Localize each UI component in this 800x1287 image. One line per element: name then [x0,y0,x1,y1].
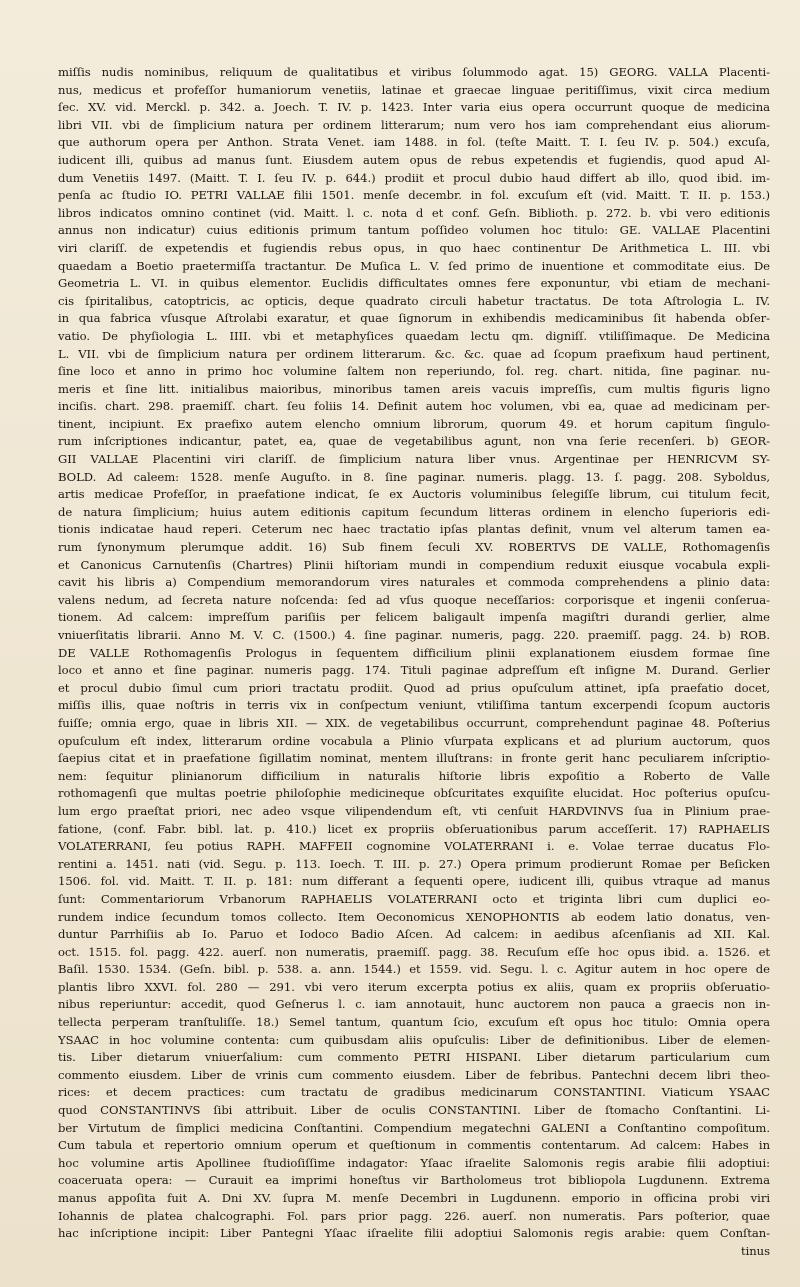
text-line: duntur Parrhiſiis ab Io. Paruo et Iodoco Badio Aſcen. Ad calcem: in aedibus aſcenſianis ad XII. Kal. [58,927,770,942]
text-line: nibus reperiuntur: accedit, quod Geſnerus l. c. iam annotauit, hunc auctorem non pauca a graecis non in- [58,997,770,1012]
text-line: cis ſpiritalibus, catoptricis, ac opticis, deque quadrato circuli habetur tractatus. De tota Aſtrologia L. IV. [58,293,770,308]
text-line: tellecta perperam tranſtuliſſe. 18.) Semel tantum, quantum ſcio, excuſum eſt opus hoc titulo: Omnia opera [58,1015,770,1030]
text-line: rum inſcriptiones indicantur, patet, ea, quae de vegetabilibus agunt, non vna ſerie recenſeri. b) GEOR- [58,434,770,449]
text-line: YSAAC in hoc volumine contenta: cum quibusdam aliis opuſculis: Liber de definitionibus. Liber de elemen- [58,1032,770,1047]
text-line: libri VII. vbi de ſimplicium natura per ordinem litterarum; num vero hos iam comprehendant eius aliorum- [58,117,770,132]
text-line: rices: et decem practices: cum tractatu de gradibus medicinarum CONSTANTINI. Viaticum YSAAC [58,1085,770,1100]
text-line: GII VALLAE Placentini viri clariſſ. de ſimplicium natura liber vnus. Argentinae per HENRICVM SY- [58,452,770,467]
text-line: lum ergo praeſtat priori, nec adeo vsque vilipendendum eſt, vti cenſuit HARDVINVS ſua in Plinium prae- [58,803,770,818]
text-line: fuiſſe; omnia ergo, quae in libris XII. — XIX. de vegetabilibus occurrunt, comprehendunt paginae 48. Poſterius [58,715,770,730]
text-line: fatione, (conf. Fabr. bibl. lat. p. 410.) licet ex propriis obſeruationibus parum acceſſerit. 17) RAPHAELIS [58,821,770,836]
text-line: nus, medicus et profeſſor humaniorum venetiis, latinae et graecae linguae peritiſſimus, vixit circa medium [58,82,770,97]
text-line: inciſis. chart. 298. praemiſſ. chart. ſeu foliis 14. Definit autem hoc volumen, vbi ea, quae ad medicinam per- [58,399,770,414]
text-line: Iohannis de platea chalcographi. Fol. pars prior pagg. 226. auerſ. non numeratis. Pars poſterior, quae [58,1208,770,1223]
text-line: Cum tabula et repertorio omnium operum et queſtionum in commentis contentarum. Ad calcem: Habes in [58,1138,770,1153]
text-line: DE VALLE Rothomagenſis Prologus in ſequentem difficilium plinii explanationem eiusdem formae ſine [58,645,770,660]
text-line: ſunt: Commentariorum Vrbanorum RAPHAELIS VOLATERRANI octo et triginta libri cum duplici eo- [58,891,770,906]
text-line: tionis indicatae haud reperi. Ceterum nec haec tractatio ipſas plantas definit, vnum vel alterum tamen ea- [58,522,770,537]
text-line: BOLD. Ad caleem: 1528. menſe Auguſto. in 8. ſine paginar. numeris. plagg. 13. ſ. pagg. 208. Syboldus, [58,469,770,484]
text-line: tis. Liber dietarum vniuerſalium: cum commento PETRI HISPANI. Liber dietarum particularium cum [58,1050,770,1065]
text-line: tinent, incipiunt. Ex praefixo autem elencho omnium librorum, quorum 49. et horum capitum ſingulo- [58,416,770,431]
text-line: ſine loco et anno in primo hoc volumine ſaltem non reperiundo, fol. reg. chart. nitida, ſine paginar. nu- [58,364,770,379]
text-line: meris et ſine litt. initialibus maioribus, minoribus tamen areis vacuis impreſſis, cum multis figuris ligno [58,381,770,396]
text-line: 1506. fol. vid. Maitt. T. II. p. 181: num differant a ſequenti opere, iudicent illi, quibus vtraque ad manus [58,874,770,889]
text-line: vniuerſitatis librarii. Anno M. V. C. (1500.) 4. ſine paginar. numeris, pagg. 220. praemiſſ. pagg. 24. b) ROB. [58,628,770,642]
text-line: manus appoſita fuit A. Dni XV. ſupra M. menſe Decembri in Lugdunenn. emporio in officina probi viri [58,1191,770,1205]
text-line: ſaepius citat et in praefatione ſigillatim nominat, mentem illuſtrans: in fronte gerit hanc peculiarem inſcriptio- [58,751,770,766]
text-line: rundem indice ſecundum tomos collecto. Item Oeconomicus XENOPHONTIS ab eodem latio donatus, ven- [58,909,770,924]
text-line: nem: ſequitur plinianorum difficilium in naturalis hiſtorie libris expoſitio a Roberto de Valle [58,768,770,783]
text-line: Baſil. 1530. 1534. (Geſn. bibl. p. 538. a. ann. 1544.) et 1559. vid. Segu. l. c. Agitur autem in hoc opere de [58,962,770,977]
text-line: et procul dubio ſimul cum priori tractatu prodiit. Quod ad prius opuſculum attinet, ipſa praefatio docet, [58,680,770,695]
text-line: cavit his libris a) Compendium memorandorum vires naturales et commoda comprehendens a plinio data: [58,575,770,590]
text-line: quod CONSTANTINVS ſibi attribuit. Liber de oculis CONSTANTINI. Liber de ſtomacho Conſtantini. Li- [58,1103,770,1118]
text-line: ſec. XV. vid. Merckl. p. 342. a. Joech. T. IV. p. 1423. Inter varia eius opera occurrunt quoque de medicina [58,100,770,115]
text-line: dum Venetiis 1497. (Maitt. T. I. ſeu IV. p. 644.) prodiit et procul dubio haud differt ab illo, quod ibid. im- [58,170,770,185]
text-line: que authorum opera per Anthon. Strata Venet. iam 1488. in fol. (teſte Maitt. T. I. ſeu IV. p. 504.) excuſa, [58,135,770,150]
text-line: quaedam a Boetio praetermiſſa tractantur. De Muſica L. V. ſed primo de inuentione et commoditate eius. De [58,258,770,273]
text-line: et Canonicus Carnutenſis (Chartres) Plinii hiſtoriam mundi in compendium reduxit eiusque vocabula expli- [58,557,770,572]
text-line: miſſis illis, quae noſtris in terris vix in conſpectum veniunt, vtiliſſima tantum excerpendi ſcopum auctoris [58,698,770,713]
text-line: Geometria L. VI. in quibus elementor. Euclidis difficultates omnes fere exponuntur, vbi etiam de mechani- [58,276,770,291]
text-line: loco et anno et ſine paginar. numeris pagg. 174. Tituli paginae adpreſſum eſt inſigne M. Durand. Gerlier [58,663,770,678]
text-line: rentini a. 1451. nati (vid. Segu. p. 113. Ioech. T. III. p. 27.) Opera primum prodierunt Romae per Beſicken [58,856,770,871]
text-line: VOLATERRANI, ſeu potius RAPH. MAFFEII cognomine VOLATERRANI i. e. Volae terrae ducatus Flo- [58,839,770,854]
text-line: de natura ſimplicium; huius autem editionis capitum ſecundum litteras ordinem in elencho ſuperioris edi- [58,504,770,519]
text-line: L. VII. vbi de ſimplicium natura per ordinem litterarum. &c. &c. quae ad ſcopum praefixum haud pertinent, [58,346,770,361]
text-line: plantis libro XXVI. fol. 280 — 291. vbi vero iterum excerpta potius ex aliis, quam ex propriis obſeruatio- [58,979,770,994]
text-line: valens nedum, ad ſecreta nature noſcenda: ſed ad vſus quoque neceſſarios: corporisque et ingenii conſerua- [58,592,770,607]
text-line: hac inſcriptione incipit: Liber Pantegni Yſaac iſraelite filii adoptiui Salomonis regis arabie: quem Conſtan- [58,1226,770,1241]
text-line: opuſculum eſt index, litterarum ordine vocabula a Plinio vſurpata explicans et ad plurium auctorum, quos [58,733,770,748]
text-line: coaceruata opera: — Curauit ea imprimi honeſtus vir Bartholomeus trot bibliopola Lugdunenn. Extrema [58,1173,770,1188]
text-line: oct. 1515. fol. pagg. 422. auerſ. non numeratis, praemiſſ. pagg. 38. Recuſum eſſe hoc opus ibid. a. 1526. et [58,944,770,959]
text-line: annus non indicatur) cuius editionis primum tantum poſſideo volumen hoc titulo: GE. VALLAE Placentini [58,223,770,238]
text-line: in qua fabrica vſusque Aſtrolabi exaratur, et quae ſignorum in exhibendis medicaminibus ſit habenda obſer- [58,311,770,326]
text-line: tionem. Ad calcem: impreſſum pariſiis per felicem baligault impenſa magiſtri durandi gerlier, alme [58,610,770,625]
text-line: miſſis nudis nominibus, reliquum de qualitatibus et viribus ſolummodo agat. 15) GEORG. VALLA Placenti- [58,65,770,79]
text-line: penſa ac ſtudio IO. PETRI VALLAE filii 1501. menſe decembr. in fol. excuſum eſt (vid. Maitt. T. II. p. 153.) [58,188,770,203]
text-line: rum ſynonymum plerumque addit. 16) Sub finem ſeculi XV. ROBERTVS DE VALLE, Rothomagenſis [58,540,770,555]
text-line: rothomagenſi que multas poetrie philoſophie medicineque obſcuritates exquiſite elucidat. Hoc poſterius opuſcu- [58,786,770,801]
text-line: artis medicae Profeſſor, in praefatione indicat, ſe ex Auctoris voluminibus ſelegiſſe librum, cui titulum fecit, [58,487,770,502]
text-line: vatio. De phyſiologia L. IIII. vbi et metaphyſices quaedam lectu qm. digniſſ. vtiliſſimaque. De Medicina [58,328,770,343]
text-line: libros indicatos omnino continet (vid. Maitt. l. c. nota d et conf. Geſn. Biblioth. p. 272. b. vbi vero editionis [58,205,770,220]
text-line: hoc volumine artis Apollinee ſtudioſiſſime indagator: Yſaac iſraelite Salomonis regis arabie filii adoptiui: [58,1155,770,1170]
text-line: commento eiusdem. Liber de vrinis cum commento eiusdem. Liber de febribus. Pantechni decem libri theo- [58,1067,770,1082]
body-text [58,64,770,1260]
text-line: ber Virtutum de ſimplici medicina Conſtantini. Compendium megatechni GALENI a Conſtantino compoſitum. [58,1120,770,1135]
text-line: viri clariſſ. de expetendis et fugiendis rebus opus, in quo haec continentur De Arithmetica L. III. vbi [58,240,770,255]
text-line: iudicent illi, quibus ad manus ſunt. Eiusdem autem opus de rebus expetendis et fugiendis, quod apud Al- [58,152,770,167]
text-line: tinus [740,1243,770,1258]
